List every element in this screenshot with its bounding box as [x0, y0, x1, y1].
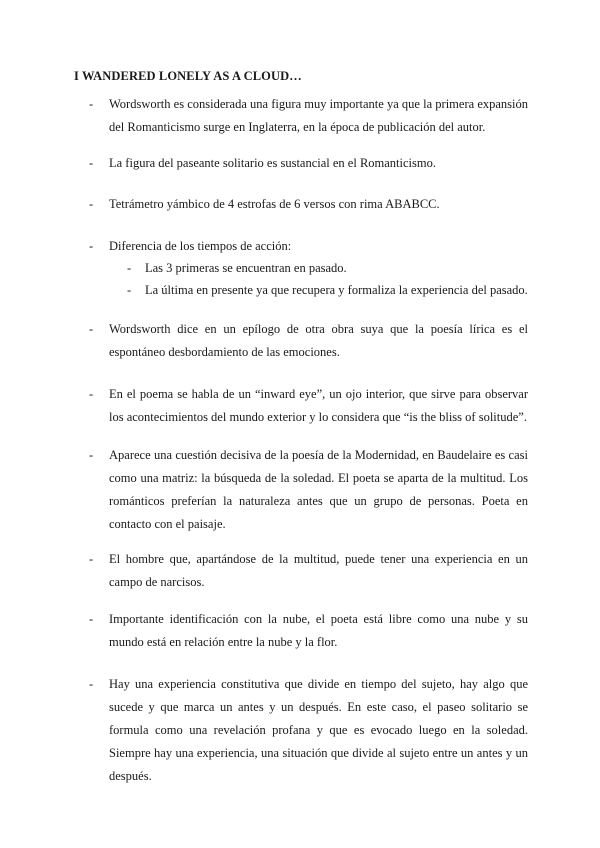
- list-item-text: Importante identificación con la nube, el poeta está libre como una nube y su mundo está en relación entre la nube y la flor.: [109, 612, 528, 649]
- bullet-dash: -: [89, 197, 94, 211]
- sub-list-item-text: La última en presente ya que recupera y formaliza la experiencia del pasado.: [145, 283, 528, 297]
- list-item-text: El hombre que, apartándose de la multitud, puede tener una experiencia en un campo de narcisos.: [109, 552, 528, 589]
- document-title: I WANDERED LONELY AS A CLOUD…: [74, 69, 302, 83]
- bullet-dash: -: [89, 387, 94, 401]
- list-item-text: Tetrámetro yámbico de 4 estrofas de 6 versos con rima ABABCC.: [109, 197, 440, 211]
- sub-list-item-text: Las 3 primeras se encuentran en pasado.: [145, 261, 347, 275]
- list-item-text: Hay una experiencia constitutiva que divide en tiempo del sujeto, hay algo que sucede y que marca un antes y un después. En este caso, el paseo solitario se formula como una revelación profana y que es evocado luego en la soledad. Siempre hay una experiencia, una situación que divide al sujeto entre un antes y un después.: [109, 677, 528, 783]
- bullet-dash: -: [89, 97, 94, 111]
- list-item-text: Aparece una cuestión decisiva de la poesía de la Modernidad, en Baudelaire es casi como una matriz: la búsqueda de la soledad. El poeta se aparta de la multitud. Los románticos preferían la naturaleza antes que un grupo de personas. Poeta en contacto con el paisaje.: [109, 448, 528, 531]
- list-item-text: Wordsworth dice en un epílogo de otra obra suya que la poesía lírica es el espontáneo desbordamiento de las emociones.: [109, 322, 528, 359]
- sub-bullet-dash: -: [127, 261, 132, 275]
- sub-bullet-dash: -: [127, 283, 132, 297]
- bullet-dash: -: [89, 448, 94, 462]
- bullet-dash: -: [89, 612, 94, 626]
- bullet-dash: -: [89, 239, 94, 253]
- bullet-dash: -: [89, 552, 94, 566]
- bullet-dash: -: [89, 322, 94, 336]
- bullet-dash: -: [89, 677, 94, 691]
- list-item-text: En el poema se habla de un “inward eye”, un ojo interior, que sirve para observar los acontecimientos del mundo exterior y lo considera que “is the bliss of solitude”.: [109, 387, 528, 424]
- bullet-dash: -: [89, 156, 94, 170]
- list-item-text: Wordsworth es considerada una figura muy importante ya que la primera expansión del Romanticismo surge en Inglaterra, en la época de publicación del autor.: [109, 97, 528, 134]
- list-item-text: Diferencia de los tiempos de acción:: [109, 239, 292, 253]
- list-item-text: La figura del paseante solitario es sustancial en el Romanticismo.: [109, 156, 436, 170]
